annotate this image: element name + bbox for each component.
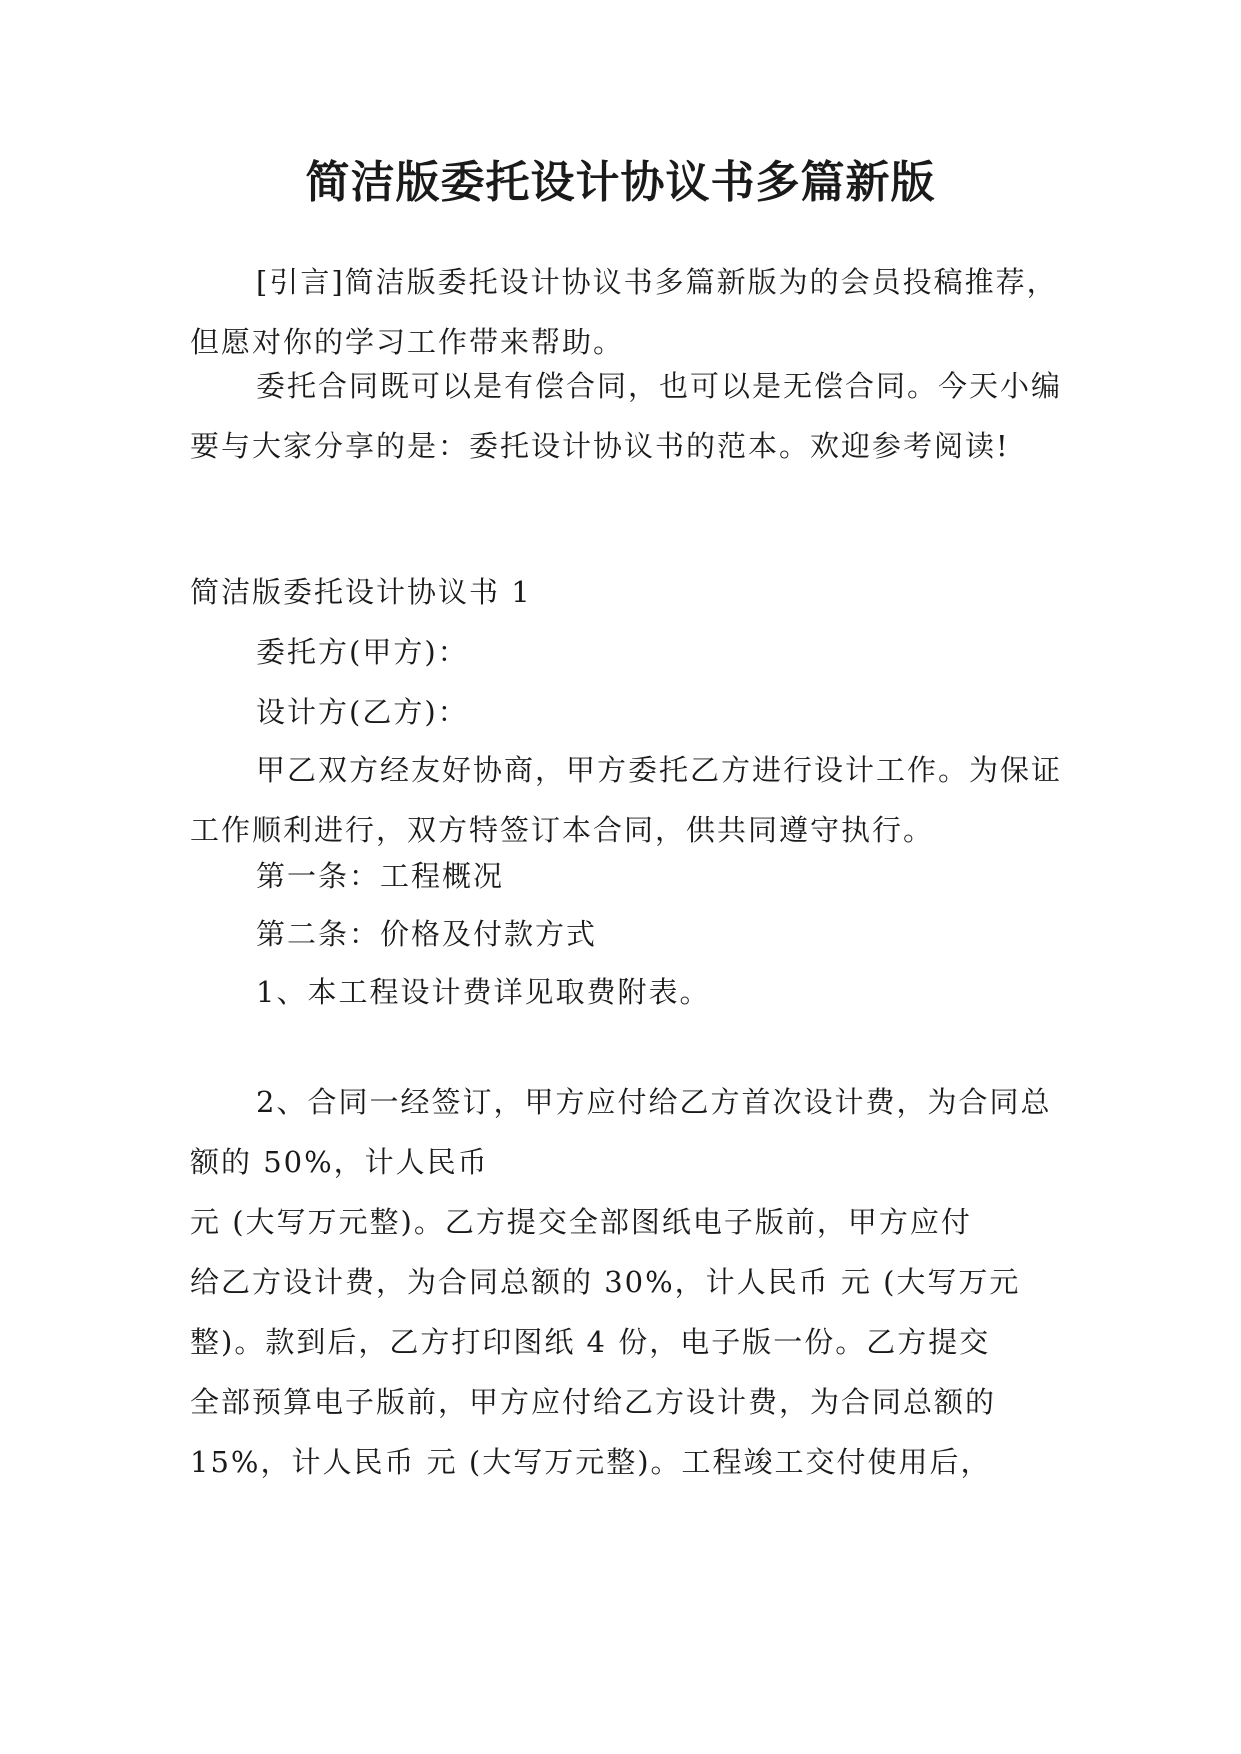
preamble-block	[190, 740, 1066, 860]
intro-paragraph-1	[190, 252, 1066, 372]
party-a-block	[190, 622, 1066, 682]
item-1-block	[190, 962, 1066, 1022]
intro-paragraph-2	[190, 356, 1066, 476]
section-heading: 简洁版委托设计协议书 1	[190, 575, 532, 609]
party-a-line: 委托方(甲方)：	[256, 635, 469, 669]
party-b-line: 设计方(乙方)：	[256, 695, 469, 729]
article-1-block	[190, 846, 1066, 906]
intro-text-1: [引言]简洁版委托设计协议书多篇新版为的会员投稿推荐，但愿对你的学习工作带来帮助。	[190, 265, 1058, 359]
preamble-text: 甲乙双方经友好协商，甲方委托乙方进行设计工作。为保证工作顺利进行，双方特签订本合同，供共同遵守执行。	[190, 753, 1063, 847]
party-b-block	[190, 682, 1066, 742]
item-2-first-text: 2、合同一经签订，甲方应付给乙方首次设计费，为合同总额的 50%，计人民币	[190, 1085, 1052, 1179]
item-2-line: 元 (大写万元整)。乙方提交全部图纸电子版前，甲方应付	[190, 1205, 972, 1239]
article-2-block	[190, 904, 1066, 964]
article-2-heading: 第二条：价格及付款方式	[256, 917, 598, 951]
item-2-line: 整)。款到后，乙方打印图纸 4 份，电子版一份。乙方提交	[190, 1325, 991, 1359]
document-title: 简洁版委托设计协议书多篇新版	[305, 157, 936, 208]
item-2-line: 15%，计人民币 元 (大写万元整)。工程竣工交付使用后，	[190, 1445, 992, 1479]
item-1-text: 1、本工程设计费详见取费附表。	[256, 975, 711, 1009]
item-2-line: 全部预算电子版前，甲方应付给乙方设计费，为合同总额的	[190, 1385, 997, 1419]
intro-text-2: 委托合同既可以是有偿合同，也可以是无偿合同。今天小编要与大家分享的是：委托设计协议书的范本。欢迎参考阅读!	[190, 369, 1063, 463]
item-2-continuation	[190, 1192, 1066, 1492]
item-2-line: 给乙方设计费，为合同总额的 30%，计人民币 元 (大写万元	[190, 1265, 1021, 1299]
article-1-heading: 第一条：工程概况	[256, 859, 505, 893]
section-heading-block	[190, 562, 1066, 622]
item-2-block	[190, 1072, 1066, 1192]
